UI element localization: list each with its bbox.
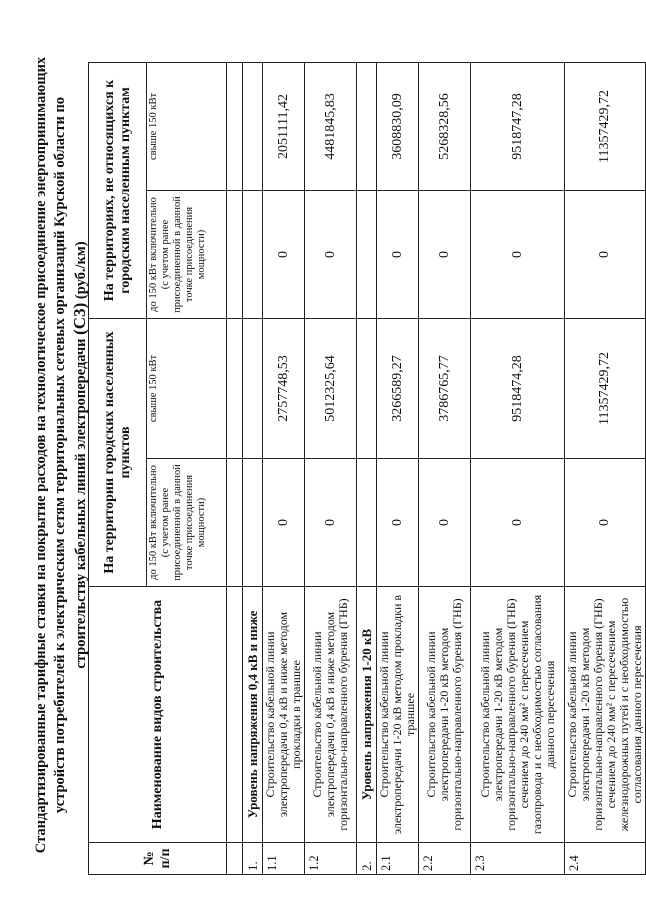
row-number: 2.2 — [419, 843, 471, 875]
section-label: Уровень напряжения 0,4 кВ и ниже — [243, 587, 263, 843]
document-title — [32, 55, 91, 855]
cell-urban-upto150: 0 — [305, 459, 357, 587]
cell-rural-over150: 3608830,09 — [377, 62, 419, 190]
cell-rural-over150: 9518747,28 — [471, 62, 565, 190]
header-urban: На территории городских населенных пунктов — [89, 318, 147, 586]
row-description: Строительство кабельной линии электропередачи 0,4 кВ и ниже методом горизонтально-направленного бурения (ГНБ) — [305, 587, 357, 843]
row-number: 2.3 — [471, 843, 565, 875]
title-line-2: устройств потребителей к электрическим сетям территориальных сетевых организаций Курской области по — [52, 96, 68, 814]
header-urban-upto150: до 150 кВт включительно (с учетом ранее присоединенной в данной точке присоединения мощности) — [147, 459, 227, 587]
row-description: Строительство кабельной линии электропередачи 1-20 кВ методом горизонтально-направленного бурения (ГНБ) сечением до 240 мм² с пересечением железнодорожных путей и с необходимостью согласования данного пересечения — [565, 587, 646, 843]
cell-rural-upto150: 0 — [377, 190, 419, 318]
header-rural-over150: свыше 150 кВт — [147, 62, 227, 190]
cell-rural-upto150: 0 — [263, 190, 305, 318]
cell-rural-over150: 2051111,42 — [263, 62, 305, 190]
row-description: Строительство кабельной линии электропередачи 1-20 кВ методом горизонтально-направленного бурения (ГНБ) — [419, 587, 471, 843]
section-number: 1. — [243, 843, 263, 875]
cell-rural-upto150: 0 — [419, 190, 471, 318]
cell-rural-upto150: 0 — [305, 190, 357, 318]
cell-urban-over150: 3786765,77 — [419, 318, 471, 458]
cell-urban-over150: 3266589,27 — [377, 318, 419, 458]
header-rural-upto150: до 150 кВт включительно (с учетом ранее присоединенной в данной точке присоединения мощности) — [147, 190, 227, 318]
header-name: Наименование видов строительства — [89, 587, 227, 843]
header-urban-over150: свыше 150 кВт — [147, 318, 227, 458]
section-label: Уровень напряжения 1-20 кВ — [357, 587, 377, 843]
cell-urban-over150: 5012325,64 — [305, 318, 357, 458]
row-description: Строительство кабельной линии электропередачи 0,4 кВ и ниже методом прокладки в траншее — [263, 587, 305, 843]
cell-rural-upto150: 0 — [471, 190, 565, 318]
cell-urban-over150: 11357429,72 — [565, 318, 646, 458]
title-line-1: Стандартизированные тарифные ставки на покрытие расходов на технологическое присоединение энергопринимающих — [33, 56, 49, 854]
cell-urban-upto150: 0 — [263, 459, 305, 587]
cell-urban-upto150: 0 — [565, 459, 646, 587]
cell-urban-upto150: 0 — [471, 459, 565, 587]
row-description: Строительство кабельной линии электропередачи 1-20 кВ методом прокладки в траншее — [377, 587, 419, 843]
header-rural: На территориях, не относящихся к городским населенным пунктам — [89, 62, 147, 318]
row-number: 1.2 — [305, 843, 357, 875]
tariff-table — [88, 62, 646, 875]
cell-rural-over150: 4481845,83 — [305, 62, 357, 190]
cell-rural-upto150: 0 — [565, 190, 646, 318]
title-line-3: строительству кабельных линий электропередачи (С3) (руб./км) — [70, 241, 89, 669]
row-description: Строительство кабельной линии электропередачи 1-20 кВ методом горизонтально-направленного бурения (ГНБ) сечением до 240 мм² с пересечением газопровода и с необходимостью согласования данного пересечения — [471, 587, 565, 843]
row-number: 1.1 — [263, 843, 305, 875]
row-number: 2.4 — [565, 843, 646, 875]
cell-rural-over150: 11357429,72 — [565, 62, 646, 190]
cell-urban-upto150: 0 — [419, 459, 471, 587]
cell-urban-over150: 2757748,53 — [263, 318, 305, 458]
section-number: 2. — [357, 843, 377, 875]
cell-rural-over150: 5268328,56 — [419, 62, 471, 190]
row-number: 2.1 — [377, 843, 419, 875]
cell-urban-over150: 9518474,28 — [471, 318, 565, 458]
header-no: № п/п — [89, 843, 227, 875]
cell-urban-upto150: 0 — [377, 459, 419, 587]
